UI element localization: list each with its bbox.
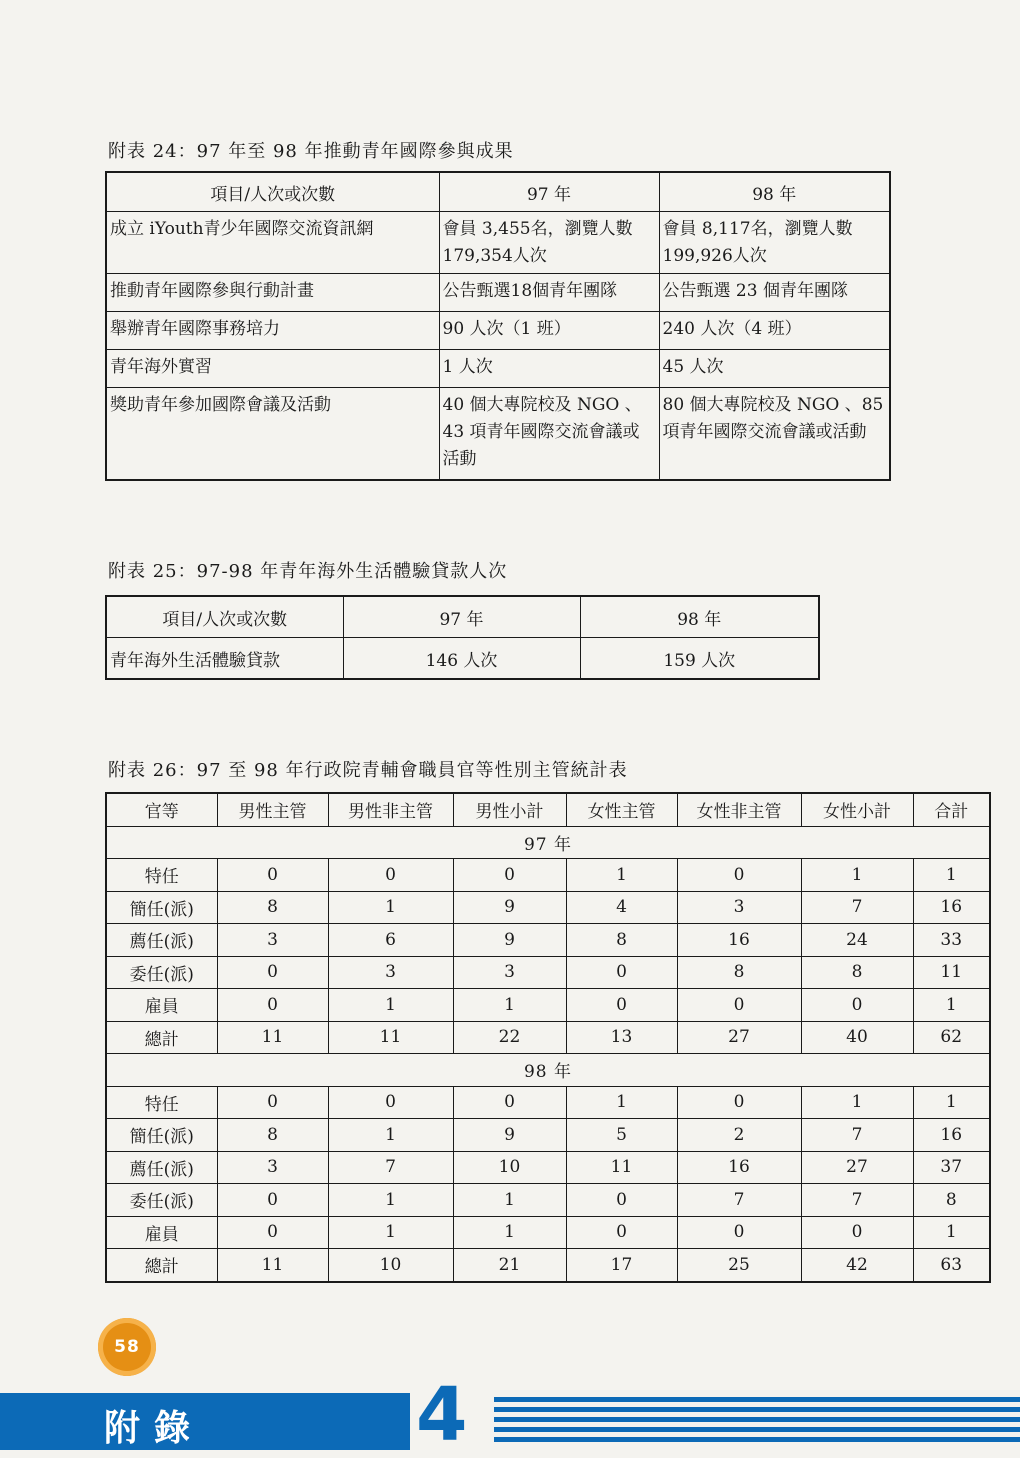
table24-header-item: 項目/人次或次數 [106,172,439,212]
table-cell: 1 [453,1184,566,1217]
table-cell: 8 [217,891,328,924]
table-cell: 3 [677,891,801,924]
table-cell: 8 [566,924,677,957]
table26-header-cell: 女性非主管 [677,793,801,826]
table-cell: 9 [453,924,566,957]
table-cell: 5 [566,1119,677,1152]
table26-year-row [106,1054,990,1087]
footer-stripes [494,1393,1020,1450]
table-row [106,924,990,957]
table-cell: 6 [328,924,453,957]
table-cell: 0 [566,989,677,1022]
table-cell: 0 [453,1086,566,1119]
table-row [106,312,890,350]
footer-bar [0,1393,410,1450]
table-cell: 薦任(派) [106,1151,217,1184]
table-cell: 0 [801,1216,913,1249]
table-row [106,989,990,1022]
table-cell: 總計 [106,1249,217,1282]
table-row [106,1216,990,1249]
table-cell: 33 [913,924,990,957]
table-cell: 公告甄選 23 個青年團隊 [659,274,890,312]
table-cell: 3 [217,924,328,957]
table26-header-cell: 官等 [106,793,217,826]
table-cell: 3 [453,956,566,989]
table-cell: 21 [453,1249,566,1282]
section-label: 附錄 [104,1407,205,1449]
table-cell: 公告甄選18個青年團隊 [439,274,659,312]
table26-header-row [106,793,990,826]
table-cell: 雇員 [106,1216,217,1249]
table25-header-row [106,596,819,638]
table-cell: 45 人次 [659,350,890,388]
table-cell: 7 [801,891,913,924]
table-cell: 8 [677,956,801,989]
table-cell: 80 個大專院校及 NGO 、85 項青年國際交流會議或活動 [659,388,890,480]
table-cell: 1 [913,1086,990,1119]
table-cell: 0 [217,1086,328,1119]
table-cell: 17 [566,1249,677,1282]
table-cell: 11 [217,1021,328,1054]
table-cell: 0 [566,1184,677,1217]
table-cell: 0 [217,1184,328,1217]
table-cell: 1 [801,1086,913,1119]
table26-caption: 附表 26：97 至 98 年行政院青輔會職員官等性別主管統計表 [108,760,628,781]
table26-header-cell: 男性非主管 [328,793,453,826]
table26-header-cell: 女性小計 [801,793,913,826]
table-cell: 8 [913,1184,990,1217]
table-cell: 0 [453,859,566,892]
table-cell: 薦任(派) [106,924,217,957]
table-cell: 獎助青年參加國際會議及活動 [106,388,439,480]
table-cell: 總計 [106,1021,217,1054]
table-cell: 7 [801,1184,913,1217]
table-cell: 240 人次（4 班） [659,312,890,350]
table-cell: 青年海外實習 [106,350,439,388]
table-cell: 會員 8,117名，瀏覽人數 199,926人次 [659,212,890,274]
table-cell: 0 [217,1216,328,1249]
table-row [106,891,990,924]
table-cell: 0 [801,989,913,1022]
table26-year-label: 97 年 [106,826,990,859]
table-row [106,350,890,388]
table-cell: 0 [677,989,801,1022]
table-row [106,859,990,892]
table-cell: 159 人次 [580,638,819,680]
table-cell: 成立 iYouth青少年國際交流資訊網 [106,212,439,274]
table-cell: 1 [328,1216,453,1249]
table-cell: 推動青年國際參與行動計畫 [106,274,439,312]
table-cell: 11 [217,1249,328,1282]
table-cell: 1 [328,1119,453,1152]
table-cell: 62 [913,1021,990,1054]
table-cell: 42 [801,1249,913,1282]
table-cell: 0 [217,989,328,1022]
table-row [106,1086,990,1119]
table-cell: 40 個大專院校及 NGO 、43 項青年國際交流會議或活動 [439,388,659,480]
table-cell: 4 [566,891,677,924]
table25-header-97: 97 年 [343,596,580,638]
table-cell: 青年海外生活體驗貸款 [106,638,343,680]
page-number-badge: 58 [98,1318,156,1376]
table25 [105,595,820,680]
table-cell: 16 [677,1151,801,1184]
table-cell: 雇員 [106,989,217,1022]
table-cell: 1 [566,1086,677,1119]
table-cell: 簡任(派) [106,1119,217,1152]
table-cell: 9 [453,891,566,924]
table-row [106,1021,990,1054]
table-cell: 27 [801,1151,913,1184]
table-cell: 1 [801,859,913,892]
table-cell: 1 [453,1216,566,1249]
table24 [105,171,891,481]
table26-year-label: 98 年 [106,1054,990,1087]
table-cell: 1 [913,989,990,1022]
table-cell: 0 [677,859,801,892]
table-cell: 會員 3,455名，瀏覽人數 179,354人次 [439,212,659,274]
table-cell: 90 人次（1 班） [439,312,659,350]
table-cell: 委任(派) [106,956,217,989]
table26-year-row [106,826,990,859]
table-cell: 22 [453,1021,566,1054]
table-row [106,1151,990,1184]
table-cell: 11 [913,956,990,989]
table26-header-cell: 男性主管 [217,793,328,826]
table-cell: 委任(派) [106,1184,217,1217]
table-cell: 特任 [106,1086,217,1119]
table-row [106,638,819,680]
table25-header-item: 項目/人次或次數 [106,596,343,638]
table-cell: 16 [913,1119,990,1152]
table-cell: 3 [328,956,453,989]
table-cell: 13 [566,1021,677,1054]
table-cell: 特任 [106,859,217,892]
table-cell: 16 [677,924,801,957]
table-cell: 3 [217,1151,328,1184]
table-cell: 舉辦青年國際事務培力 [106,312,439,350]
table-cell: 0 [566,1216,677,1249]
table-cell: 16 [913,891,990,924]
table-cell: 27 [677,1021,801,1054]
table-cell: 37 [913,1151,990,1184]
table26-header-cell: 合計 [913,793,990,826]
table25-caption: 附表 25：97-98 年青年海外生活體驗貸款人次 [108,561,508,582]
table-row [106,1184,990,1217]
table-cell: 0 [328,1086,453,1119]
table-cell: 9 [453,1119,566,1152]
table-cell: 0 [328,859,453,892]
table-cell: 7 [801,1119,913,1152]
table-cell: 1 [328,891,453,924]
table-row [106,1249,990,1282]
table-cell: 8 [801,956,913,989]
table-cell: 1 [453,989,566,1022]
table-row [106,956,990,989]
table-cell: 0 [566,956,677,989]
table-row [106,388,890,480]
table-cell: 11 [328,1021,453,1054]
table-cell: 1 人次 [439,350,659,388]
table-cell: 0 [217,859,328,892]
table26-header-cell: 女性主管 [566,793,677,826]
table24-header-98: 98 年 [659,172,890,212]
table-cell: 1 [328,1184,453,1217]
table24-header-97: 97 年 [439,172,659,212]
table-cell: 8 [217,1119,328,1152]
table-cell: 24 [801,924,913,957]
table-cell: 0 [677,1216,801,1249]
table-cell: 1 [566,859,677,892]
table-row [106,212,890,274]
table26 [105,792,991,1283]
table-cell: 25 [677,1249,801,1282]
table25-header-98: 98 年 [580,596,819,638]
table26-header-cell: 男性小計 [453,793,566,826]
table-cell: 40 [801,1021,913,1054]
table-cell: 7 [328,1151,453,1184]
table24-caption: 附表 24：97 年至 98 年推動青年國際參與成果 [108,141,514,162]
table-cell: 63 [913,1249,990,1282]
table-cell: 10 [453,1151,566,1184]
table-cell: 7 [677,1184,801,1217]
table-row [106,1119,990,1152]
table-cell: 11 [566,1151,677,1184]
table-cell: 146 人次 [343,638,580,680]
table-cell: 1 [913,859,990,892]
table-row [106,274,890,312]
table-cell: 0 [217,956,328,989]
table-cell: 2 [677,1119,801,1152]
table-cell: 1 [913,1216,990,1249]
table-cell: 1 [328,989,453,1022]
chapter-number: 4 [416,1372,468,1458]
table-cell: 10 [328,1249,453,1282]
table-cell: 簡任(派) [106,891,217,924]
table-cell: 0 [677,1086,801,1119]
table24-header-row [106,172,890,212]
